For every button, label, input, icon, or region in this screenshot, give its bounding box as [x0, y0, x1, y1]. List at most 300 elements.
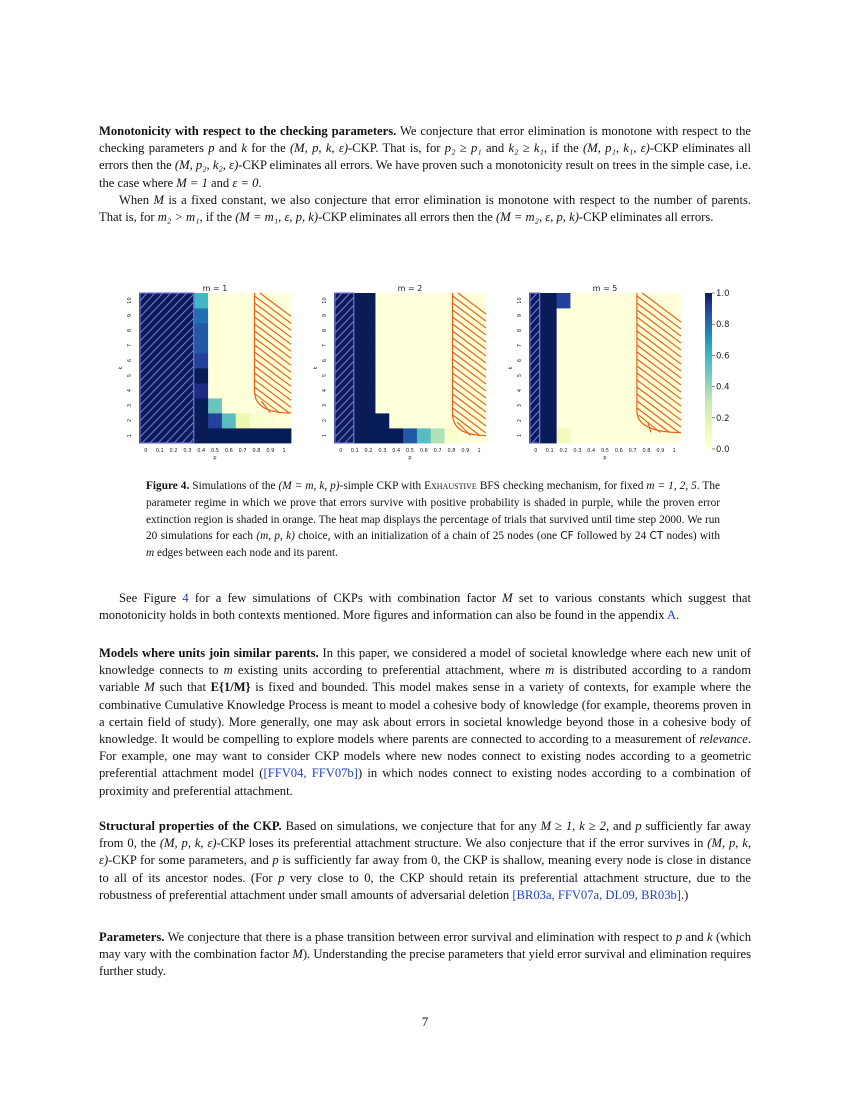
- text: , if the: [199, 210, 236, 225]
- heatmap-cell: [570, 428, 584, 443]
- heatmap-cell: [431, 293, 445, 308]
- heatmap-cell: [584, 308, 598, 323]
- heatmap-cell: [389, 338, 403, 353]
- heatmap-cell: [222, 398, 236, 413]
- heatmap-cell: [348, 353, 362, 368]
- heatmap-cell: [584, 338, 598, 353]
- heatmap-cell: [598, 338, 612, 353]
- y-tick-label: 2: [322, 418, 328, 423]
- math: m₂ > m₁: [157, 210, 200, 225]
- math: p: [675, 930, 683, 944]
- text: -CKP eliminates all errors.: [578, 210, 714, 225]
- x-tick-label: 0.7: [433, 448, 442, 454]
- heatmap-cell: [417, 398, 431, 413]
- heatmap-cell: [194, 308, 208, 323]
- heatmap-cell: [375, 368, 389, 383]
- math: (M = m, k, p): [278, 480, 340, 492]
- math: (m, p, k): [256, 530, 295, 543]
- heatmap-cell: [557, 293, 571, 308]
- math: M: [144, 680, 155, 695]
- heatmap-cell: [403, 383, 417, 398]
- x-tick-label: 0.7: [628, 448, 637, 454]
- heading-parameters: Parameters.: [99, 930, 165, 944]
- text: See Figure: [119, 591, 183, 605]
- colorbar-tick-label: 0.4: [716, 382, 730, 393]
- heatmap-cell: [334, 323, 348, 338]
- text: and: [481, 141, 509, 156]
- heatmap-cell: [250, 338, 264, 353]
- heatmap-cell: [570, 398, 584, 413]
- heatmap-cell: [431, 368, 445, 383]
- x-tick-label: 0.1: [155, 448, 164, 454]
- heatmap-cell: [626, 383, 640, 398]
- panel-title: m = 2: [397, 284, 423, 293]
- heatmap-cell: [570, 338, 584, 353]
- heading-monotonicity: Monotonicity with respect to the checking parameters.: [99, 124, 397, 138]
- heatmap-cell: [570, 323, 584, 338]
- emphasis: relevance: [699, 732, 748, 747]
- heatmap-cell: [222, 383, 236, 398]
- x-tick-label: 0: [534, 448, 538, 454]
- x-tick-label: 0.5: [211, 448, 219, 454]
- heatmap-cell: [543, 428, 557, 443]
- heatmap-cell: [612, 428, 626, 443]
- x-tick-label: 0.6: [224, 448, 233, 454]
- heatmap-cell: [236, 323, 250, 338]
- y-tick-label: 6: [127, 358, 133, 363]
- y-tick-label: 3: [322, 403, 328, 408]
- heatmap-cell: [208, 338, 222, 353]
- heatmap-cell: [236, 413, 250, 428]
- heatmap-cell: [194, 293, 208, 308]
- y-tick-label: 7: [517, 343, 523, 348]
- heatmap-cell: [612, 398, 626, 413]
- heatmap-cell: [362, 353, 376, 368]
- heatmap-cell: [403, 398, 417, 413]
- heatmap-cell: [612, 338, 626, 353]
- heatmap-cell: [375, 293, 389, 308]
- x-tick-label: 0.4: [587, 448, 596, 454]
- heatmap-cell: [236, 308, 250, 323]
- y-tick-label: 9: [322, 313, 328, 318]
- heatmap-cell: [529, 368, 543, 383]
- text: -CKP for some parameters, and: [108, 853, 273, 868]
- paragraph-structural: [99, 818, 751, 904]
- y-axis-label: k: [118, 366, 124, 370]
- heatmap-cell: [598, 413, 612, 428]
- heatmap-cell: [584, 353, 598, 368]
- text: such that: [154, 680, 211, 695]
- heatmap-cell: [375, 413, 389, 428]
- y-tick-label: 4: [322, 388, 328, 393]
- heading-similar-parents: Models where units join similar parents.: [99, 646, 319, 660]
- heatmap-cell: [263, 428, 277, 443]
- math: p: [635, 819, 642, 833]
- math: (M, p₂, k₂, ε): [174, 158, 239, 173]
- heatmap-cell: [250, 428, 264, 443]
- heatmap-cell: [362, 308, 376, 323]
- heatmap-cell: [375, 338, 389, 353]
- heatmap-cell: [612, 413, 626, 428]
- citation-link[interactable]: [BR03a, FFV07a, DL09, BR03b]: [512, 887, 681, 902]
- x-tick-label: 0: [339, 448, 343, 454]
- heatmap-cell: [612, 323, 626, 338]
- heatmap-cell: [389, 428, 403, 443]
- heatmap-cell: [362, 428, 376, 443]
- heatmap-cell: [403, 338, 417, 353]
- text: , and: [605, 819, 636, 833]
- heatmap-cell: [557, 428, 571, 443]
- text: In this paper, we considered a model of societal knowledge where each new unit of knowledge connects to: [99, 646, 751, 678]
- heatmap-cell: [529, 413, 543, 428]
- y-axis-label: k: [313, 366, 319, 370]
- heatmap-cell: [403, 428, 417, 443]
- heatmap-cell: [612, 383, 626, 398]
- heatmap-cell: [557, 308, 571, 323]
- heatmap-cell: [389, 293, 403, 308]
- text: followed by 24: [573, 530, 650, 543]
- heatmap-cell: [222, 293, 236, 308]
- heatmap-cell: [362, 293, 376, 308]
- heatmap-cell: [598, 293, 612, 308]
- math: k: [707, 930, 713, 944]
- heatmap-cell: [612, 308, 626, 323]
- heatmap-cell: [362, 413, 376, 428]
- heatmap-cell: [431, 308, 445, 323]
- text: ). Understanding the precise parameters that yield error survival and elimination requires further study.: [99, 947, 751, 979]
- colorbar-tick-label: 0.2: [716, 413, 730, 424]
- heatmap-cell: [389, 383, 403, 398]
- math: k: [241, 141, 247, 156]
- heatmap-cell: [543, 413, 557, 428]
- heatmap-cell: [584, 413, 598, 428]
- text: BFS checking mechanism, for fixed: [476, 480, 647, 492]
- heatmap-cell: [667, 293, 681, 308]
- math: M = 1: [176, 175, 208, 190]
- heatmap-cell: [570, 293, 584, 308]
- caption-label: Figure 4.: [146, 480, 190, 492]
- heatmap-cell: [389, 353, 403, 368]
- heatmap-cell: [348, 428, 362, 443]
- math: p: [272, 853, 279, 868]
- heatmap-cell: [194, 398, 208, 413]
- smallcaps-text: Exhaustive: [424, 480, 477, 492]
- heatmap-cell: [348, 308, 362, 323]
- heatmap-cell: [640, 428, 654, 443]
- heatmap-cell: [598, 368, 612, 383]
- text: sufficiently far away from 0, the: [99, 819, 751, 851]
- paragraph-monotonicity: [99, 123, 751, 192]
- heatmap-cell: [445, 338, 459, 353]
- heatmap-cell: [194, 428, 208, 443]
- heatmap-cell: [584, 368, 598, 383]
- text: When: [119, 193, 154, 207]
- paragraph-see-figure: [99, 590, 751, 624]
- heatmap-cell: [375, 353, 389, 368]
- y-tick-label: 1: [127, 433, 133, 438]
- heatmap-cell: [445, 323, 459, 338]
- text: choice, with an initialization of a chain of 25 nodes (one: [294, 530, 561, 543]
- text: is distributed according to a random variable: [99, 663, 751, 695]
- heatmap-cell: [403, 413, 417, 428]
- heatmap-cell: [417, 413, 431, 428]
- heatmap-cell: [431, 413, 445, 428]
- math: m: [223, 663, 233, 678]
- text: (which may vary with the combination factor: [99, 930, 752, 962]
- heatmap-cell: [557, 353, 571, 368]
- x-tick-label: 0.8: [252, 448, 261, 454]
- text: .): [680, 887, 689, 902]
- heatmap-cell: [626, 398, 640, 413]
- y-tick-label: 2: [127, 418, 133, 423]
- heatmap-cell: [362, 323, 376, 338]
- x-tick-label: 1: [477, 448, 481, 454]
- heatmap-cell: [431, 398, 445, 413]
- heatmap-cell: [277, 293, 291, 308]
- x-tick-label: 0.2: [364, 448, 373, 454]
- heatmap-cell: [626, 428, 640, 443]
- y-tick-label: 5: [127, 373, 133, 378]
- y-tick-label: 8: [127, 328, 133, 333]
- heatmap-cell: [236, 428, 250, 443]
- math: (M = m₁, ε, p, k): [235, 210, 319, 225]
- heatmap-cell: [431, 383, 445, 398]
- text: -CKP eliminates all errors then the: [318, 210, 496, 225]
- heatmap-cell: [222, 338, 236, 353]
- heatmap-cell: [584, 398, 598, 413]
- text: Based on simulations, we conjecture that for any: [281, 819, 541, 833]
- heatmap-cell: [543, 353, 557, 368]
- x-tick-label: 0.9: [461, 448, 470, 454]
- heatmap-cell: [362, 398, 376, 413]
- heatmap-cell: [139, 323, 153, 338]
- colorbar-tick-label: 0.6: [716, 351, 730, 362]
- y-tick-label: 9: [127, 313, 133, 318]
- heatmap-cell: [557, 413, 571, 428]
- heatmap-cell: [194, 413, 208, 428]
- heatmap-cell: [543, 383, 557, 398]
- math: m: [545, 663, 555, 678]
- heatmap-cell: [612, 368, 626, 383]
- heatmap-cell: [543, 398, 557, 413]
- text: is a fixed constant, we also conjecture that error elimination is monotone with respect to the number of parents. That is, for: [99, 193, 752, 225]
- text: and: [207, 175, 233, 190]
- y-tick-label: 3: [127, 403, 133, 408]
- text: is sufficiently far away from 0, the CKP is shallow, meaning every node is close in distance to all of its ancestor nodes. (For: [99, 853, 751, 885]
- paragraph-similar-parents: [99, 645, 751, 800]
- heatmap-cell: [403, 308, 417, 323]
- x-tick-label: 0.5: [406, 448, 414, 454]
- colorbar-tick-label: 0.8: [716, 320, 730, 331]
- heatmap-cell: [403, 368, 417, 383]
- y-tick-label: 1: [322, 433, 328, 438]
- heatmap-cell: [153, 413, 167, 428]
- heatmap-panel: [313, 284, 486, 461]
- x-tick-label: 0.1: [350, 448, 359, 454]
- heatmap-cell: [208, 293, 222, 308]
- text: -simple CKP with: [339, 480, 425, 492]
- heatmap-cell: [389, 398, 403, 413]
- heatmap-cell: [222, 353, 236, 368]
- heatmap-cell: [417, 293, 431, 308]
- citation-link[interactable]: [FFV04, FFV07b]: [263, 766, 358, 781]
- text: , if the: [543, 141, 584, 156]
- text: . The parameter regime in which we prove that errors survive with positive probability is shaded in purple, while the proven error extinction region is shaded in orange. The heat map displays the percentage of trials that survived until time step 2000. We run 20 simulations for each: [146, 480, 720, 543]
- heatmap-cell: [431, 323, 445, 338]
- colorbar-tick-label: 1.0: [716, 289, 730, 299]
- text: edges between each node and its parent.: [154, 547, 338, 560]
- y-axis-label: k: [508, 366, 514, 370]
- heatmap-cell: [543, 368, 557, 383]
- heatmap-cell: [403, 293, 417, 308]
- x-tick-label: 0.3: [183, 448, 192, 454]
- math: p: [278, 870, 285, 885]
- heatmap-cell: [557, 368, 571, 383]
- text: existing units according to preferential attachment, where: [232, 663, 546, 678]
- text: is fixed and bounded. This model makes sense in a variety of contexts, for example where the combinative Cumulative Knowledge Process is meant to model a cohesive body of knowledge (for example, theorems proven in a certain field of study). More generally, one may ask about errors in societal knowledge beyond those in a cohesive body of knowledge. It would be compelling to explore models where parents are connected to according to a measurement of: [99, 680, 752, 747]
- y-tick-label: 2: [517, 418, 523, 423]
- heatmap-cell: [570, 308, 584, 323]
- heatmap-cell: [362, 338, 376, 353]
- math: M: [153, 193, 164, 207]
- paragraph-parameters: [99, 929, 751, 981]
- heatmap-cell: [612, 353, 626, 368]
- heatmap-cell: [375, 383, 389, 398]
- heatmap-cell: [626, 293, 640, 308]
- heatmap-cell: [417, 368, 431, 383]
- panel-title: m = 5: [592, 284, 618, 293]
- heatmap-cell: [236, 353, 250, 368]
- heatmap-cell: [543, 338, 557, 353]
- heatmap-cell: [263, 308, 277, 323]
- heatmap-cell: [222, 368, 236, 383]
- math: M: [502, 591, 513, 605]
- y-tick-label: 6: [322, 358, 328, 363]
- heatmap-cell: [543, 293, 557, 308]
- x-tick-label: 0.9: [656, 448, 665, 454]
- x-tick-label: 0.3: [573, 448, 582, 454]
- heatmap-cell: [598, 353, 612, 368]
- heatmap-cell: [667, 428, 681, 443]
- text: We conjecture that error elimination is monotone with respect to the checking parameters: [99, 124, 751, 156]
- heatmap-cell: [236, 338, 250, 353]
- heatmap-cell: [529, 323, 543, 338]
- heatmap-cell: [208, 398, 222, 413]
- heatmap-cell: [431, 353, 445, 368]
- math: m: [146, 547, 155, 560]
- x-tick-label: 0: [144, 448, 148, 454]
- y-tick-label: 9: [517, 313, 523, 318]
- x-tick-label: 0.9: [266, 448, 275, 454]
- heatmap-cell: [334, 368, 348, 383]
- math: m = 1, 2, 5: [646, 480, 697, 492]
- text: -CKP. That is, for: [348, 141, 445, 156]
- y-tick-label: 4: [127, 388, 133, 393]
- heatmap-cell: [194, 353, 208, 368]
- appendix-link[interactable]: A: [667, 608, 677, 623]
- text: . For example, one may want to consider CKP models where new nodes connect to existing nodes according to a geometric preferential attachment model (: [99, 732, 751, 781]
- heatmap-cell: [431, 338, 445, 353]
- text: Simulations of the: [189, 480, 279, 492]
- text: ) in which nodes connect to existing nodes according to a combination of proximity and preferential attachment.: [99, 766, 751, 798]
- heatmap-cell: [277, 428, 291, 443]
- heatmap-cell: [348, 338, 362, 353]
- x-tick-label: 0.8: [642, 448, 651, 454]
- heatmap-cell: [529, 293, 543, 308]
- text: very close to 0, the CKP should retain its preferential attachment structure, due to the robustness of preferential attachment under small amounts of adversarial deletion: [99, 870, 751, 902]
- heatmap-cell: [208, 413, 222, 428]
- heatmap-cell: [222, 323, 236, 338]
- heatmap-cell: [445, 428, 459, 443]
- heatmap-cell: [598, 398, 612, 413]
- heatmap-cell: [417, 353, 431, 368]
- heatmap-cell: [263, 413, 277, 428]
- y-tick-label: 6: [517, 358, 523, 363]
- heatmap-cell: [389, 323, 403, 338]
- heatmap-cell: [389, 368, 403, 383]
- heatmap-cell: [403, 323, 417, 338]
- heatmap-cell: [180, 398, 194, 413]
- heatmap-cell: [208, 323, 222, 338]
- math: (M, p₁, k₁, ε): [583, 141, 650, 156]
- sans-text: CF: [560, 530, 574, 543]
- heatmap-cell: [570, 353, 584, 368]
- text: for the: [246, 141, 290, 156]
- heatmap-cell: [612, 293, 626, 308]
- heatmap-cell: [222, 413, 236, 428]
- math: p: [208, 141, 215, 156]
- heatmap-cell: [389, 308, 403, 323]
- x-axis-label: p: [213, 455, 217, 461]
- colorbar-tick-label: 0.0: [716, 445, 730, 455]
- y-tick-label: 5: [517, 373, 523, 378]
- x-tick-label: 0.2: [559, 448, 568, 454]
- figure-link[interactable]: 4: [182, 591, 189, 605]
- heatmap-cell: [598, 383, 612, 398]
- y-tick-label: 8: [322, 328, 328, 333]
- x-tick-label: 1: [672, 448, 676, 454]
- text: set to various constants which suggest that monotonicity holds in both contexts mentioned. More figures and information can also be found in the appendix: [99, 591, 751, 623]
- x-tick-label: 0.5: [601, 448, 609, 454]
- x-tick-label: 0.7: [238, 448, 247, 454]
- heatmap-cell: [445, 308, 459, 323]
- heatmap-cell: [598, 308, 612, 323]
- x-tick-label: 0.8: [447, 448, 456, 454]
- heatmap-cell: [570, 368, 584, 383]
- heatmap-cell: [417, 323, 431, 338]
- heatmap-cell: [584, 323, 598, 338]
- heatmap-cell: [375, 428, 389, 443]
- heatmap-cell: [277, 413, 291, 428]
- y-tick-label: 10: [127, 297, 133, 304]
- math: (M = m₂, ε, p, k): [496, 210, 579, 225]
- x-tick-label: 0.6: [614, 448, 623, 454]
- heatmap-cell: [250, 413, 264, 428]
- y-tick-label: 5: [322, 373, 328, 378]
- heatmap-cell: [222, 308, 236, 323]
- math: p₂ ≥ p₁: [444, 141, 482, 156]
- y-tick-label: 7: [127, 343, 133, 348]
- y-tick-label: 8: [517, 328, 523, 333]
- heatmap-cell: [543, 323, 557, 338]
- text: and: [214, 141, 242, 156]
- heatmap-cell: [194, 368, 208, 383]
- y-tick-label: 10: [322, 297, 328, 304]
- heatmap-cell: [598, 428, 612, 443]
- heatmap-cell: [208, 353, 222, 368]
- heatmap-cell: [417, 428, 431, 443]
- heatmap-cell: [557, 383, 571, 398]
